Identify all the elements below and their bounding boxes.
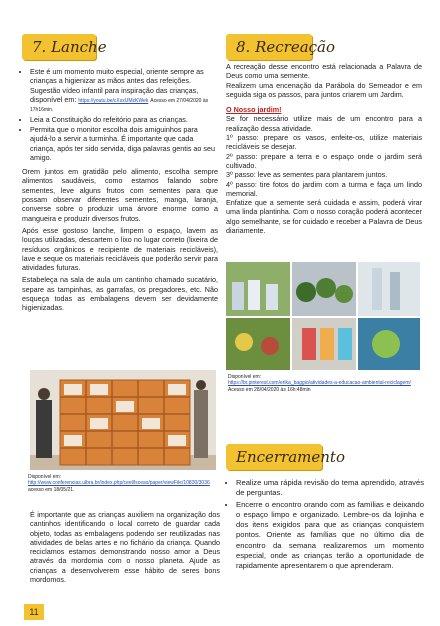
recreacao-step-3: 3º passo: leve as sementes para plantarem juntos. bbox=[226, 170, 388, 180]
recreacao-closing: Enfatize que a semente será cuidada e assim, poderá virar uma linda plantinha. Com o nosso coração poderá acontecer algo semelhante, se for cuidado e receber a Palavra de Deus diariamente. bbox=[226, 198, 422, 236]
shelves-photo bbox=[30, 370, 216, 470]
lanche-para-1: Orem juntos em gratidão pelo alimento, escolha sempre alimentos saudáveis, como estamos falando sobre sementes, leve alguns frutos com sementes para que possam observar diferentes sementes, manga, laranja, converse sobre o produzir uma árvore enorme como a mangueira e produzir diversos frutos. bbox=[22, 167, 218, 223]
lanche-para-4: É importante que as crianças auxiliem na organização dos cantinhos identificando o local correto de guardar cada objeto, todas as embalagens podendo ser reutilizadas nas atividades de belas artes e no fichário da criança. Quando reciclamos estamos demonstrando nosso amor a Deus através da mordomia com o nosso planeta. Ajude as crianças a desenvolverem esse hábito de seres bons mordomos. bbox=[30, 510, 220, 585]
lanche-bullet-3: • Permita que o monitor escolha dois amiguinhos para ajudá-lo a servir a turminha. É importante que cada criança, após ter sido servida, diga palavras gentis ao seu amigo. bbox=[30, 125, 218, 162]
lanche-para-2: Após esse gostoso lanche, limpem o espaço, lavem as louças utilizadas, descartem o lixo no lugar correto (lixeira de resíduos orgânicos e recipiente de materiais recicláveis), lave e seque os materiais recicláveis que poderão servir para atividades futuras. bbox=[22, 225, 218, 273]
recreacao-column bbox=[226, 62, 422, 238]
video-access: Acesso em 27/04/2020 às 17h16min. bbox=[30, 97, 209, 114]
recreacao-step-4: 4º passo: tire fotos do jardim com a turma e faça um lindo memorial. bbox=[226, 179, 422, 198]
recreacao-title-banner bbox=[226, 34, 336, 60]
recreacao-step-1: 1º passo: prepare os vasos, enfeite-os, utilize materiais recicláveis se desejar. bbox=[226, 133, 422, 152]
encerramento-title: Encerramento bbox=[236, 448, 345, 466]
recreacao-steps-intro: Se for necessário utilize mais de um encontro para a realização dessa atividade. bbox=[226, 114, 422, 133]
lanche-column bbox=[22, 67, 218, 316]
lanche-bullet-2: • Leia a Constituição do refeitório para as crianças. bbox=[30, 115, 218, 124]
encerramento-bullet-2: • Encerre o encontro orando com as famílias e deixando o espaço limpo e organizado. Lembre-os da lojinha e dos itens exigidos para que as crianças conquistem pontos. Oriente as famílias que no último dia de encontro da semana realizaremos um momento especial, onde as crianças terão a oportunidade de rapidamente apresentarem o que aprenderam. bbox=[236, 500, 424, 572]
encerramento-bullet-1: • Realize uma rápida revisão do tema aprendido, através de perguntas. bbox=[236, 478, 424, 499]
recreacao-step-2: 2º passo: prepare a terra e o espaço onde o jardim será cultivado. bbox=[226, 151, 422, 170]
lanche-title-banner bbox=[22, 34, 107, 60]
encerramento-bullets bbox=[228, 478, 424, 572]
recreacao-title: 8. Recreação bbox=[236, 38, 336, 56]
recreacao-subheading: O Nosso jardim! bbox=[226, 105, 282, 115]
garden-photo-collage bbox=[226, 262, 420, 370]
encerramento-title-banner bbox=[226, 444, 345, 470]
recreacao-source-link[interactable]: https://br.pinterest.com/erika_baggio/atividades-a-educacao-ambiental-reciclagem/ bbox=[228, 380, 411, 387]
lanche-source-link[interactable]: http://www.conferencias.ulbra.br/index.php/ceel/lsceas/paper/viewFile/10830/3036 bbox=[28, 480, 210, 487]
lanche-bullets bbox=[22, 67, 218, 162]
page-number: 11 bbox=[24, 604, 44, 620]
recreacao-intro-2: Realizem uma encenação da Parábola do Semeador e em seguida siga os passos, para juntos criarem um Jardim. bbox=[226, 80, 422, 99]
video-link[interactable]: https://youtu.be/cXsxUMzKWek bbox=[78, 97, 149, 104]
lanche-source-label: Disponível em: bbox=[28, 474, 62, 480]
encerramento-column bbox=[228, 478, 424, 573]
lanche-para-3: Estabeleça na sala de aula um cantinho chamado sucatário, separe as tampinhas, as garrafas, os pregadores, etc. Não esqueça todas as embalagens devem ser devidamente higienizadas. bbox=[22, 275, 218, 313]
lanche-bullet-1: • Este é um momento muito especial, oriente sempre as crianças a higienizar as mãos antes das refeições. Sugestão vídeo infantil para inspiração das crianças, disponível em: https://youtu.be/cXsxUMzKWek Acesso em 27/04/2020 às 17h16min. bbox=[30, 67, 218, 114]
recreacao-intro: A recreação desse encontro está relacionada a Palavra de Deus como uma semente. bbox=[226, 62, 422, 81]
lanche-source-access: acesso em 18/05/21. bbox=[28, 486, 75, 493]
recreacao-source-access: Acesso em 28/04/2020 às 16h:48min bbox=[228, 386, 311, 393]
lanche-title: 7. Lanche bbox=[32, 38, 107, 56]
recreacao-source-label: Disponível em: bbox=[228, 374, 262, 380]
lanche-source bbox=[28, 474, 220, 493]
recreacao-source bbox=[228, 374, 422, 393]
